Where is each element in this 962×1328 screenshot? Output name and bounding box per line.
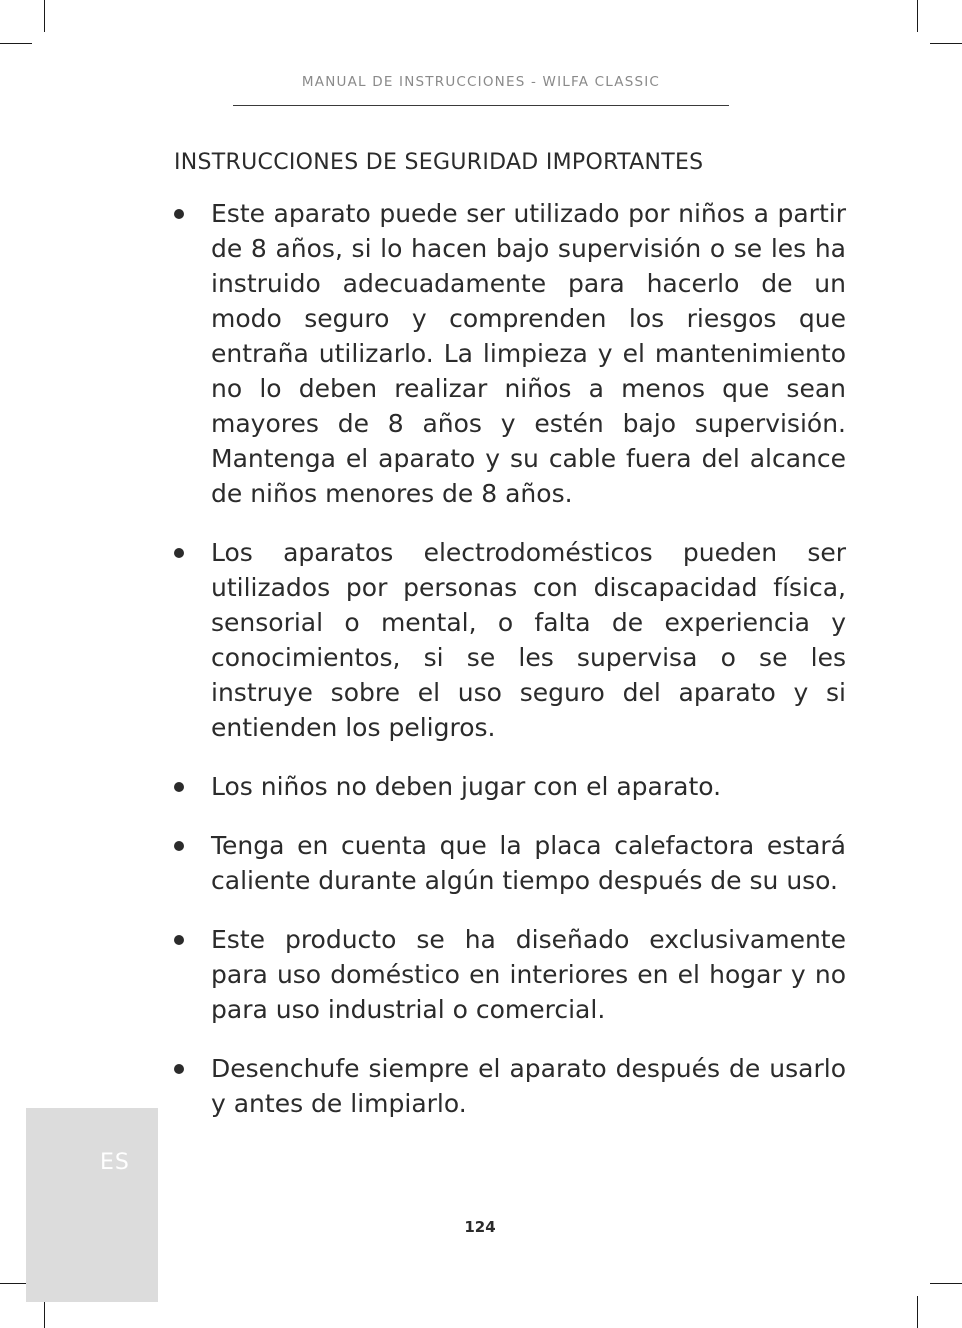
crop-mark-top-left-vertical	[44, 0, 45, 32]
running-header: MANUAL DE INSTRUCCIONES - WILFA CLASSIC	[301, 74, 661, 90]
language-tab-label: ES	[100, 1150, 130, 1175]
bullet-icon	[174, 841, 184, 851]
list-item	[174, 535, 846, 745]
bullet-icon	[174, 782, 184, 792]
list-item-text: Desenchufe siempre el aparato después de usarlo y antes de limpiarlo.	[211, 1054, 846, 1118]
list-item	[174, 922, 846, 1027]
list-item	[174, 1051, 846, 1121]
bullet-icon	[174, 935, 184, 945]
page-number: 124	[464, 1218, 496, 1236]
list-item	[174, 196, 846, 511]
crop-mark-top-right-horizontal	[930, 43, 962, 44]
crop-mark-top-right-vertical	[917, 0, 918, 32]
list-item-text: Este producto se ha diseñado exclusivamente para uso doméstico en interiores en el hogar y no para uso industrial o comercial.	[211, 925, 846, 1024]
crop-mark-top-left-horizontal	[0, 43, 32, 44]
safety-instructions	[174, 196, 846, 1145]
language-tab	[26, 1108, 158, 1302]
list-item-text: Los aparatos electrodomésticos pueden ser utilizados por personas con discapacidad física, sensorial o mental, o falta de experiencia y conocimientos, si se les supervisa o se les instruye sobre el uso seguro del aparato y si entienden los peligros.	[211, 538, 846, 742]
header-divider	[233, 105, 729, 106]
list-item-text: Los niños no deben jugar con el aparato.	[211, 772, 722, 801]
bullet-icon	[174, 1064, 184, 1074]
list-item	[174, 769, 846, 804]
list-item-text: Tenga en cuenta que la placa calefactora estará caliente durante algún tiempo después de su uso.	[211, 831, 846, 895]
section-heading: INSTRUCCIONES DE SEGURIDAD IMPORTANTES	[174, 150, 704, 175]
list-item-text: Este aparato puede ser utilizado por niños a partir de 8 años, si lo hacen bajo supervisión o se les ha instruido adecuadamente para hacerlo de un modo seguro y comprenden los riesgos que entraña utilizarlo. La limpieza y el mantenimiento no lo deben realizar niños a menos que sean mayores de 8 años y estén bajo supervisión. Mantenga el aparato y su cable fuera del alcance de niños menores de 8 años.	[211, 199, 846, 508]
bullet-icon	[174, 209, 184, 219]
crop-mark-bottom-right-horizontal	[930, 1283, 962, 1284]
crop-mark-bottom-right-vertical	[917, 1296, 918, 1328]
bullet-list	[174, 196, 846, 1121]
list-item	[174, 828, 846, 898]
bullet-icon	[174, 548, 184, 558]
